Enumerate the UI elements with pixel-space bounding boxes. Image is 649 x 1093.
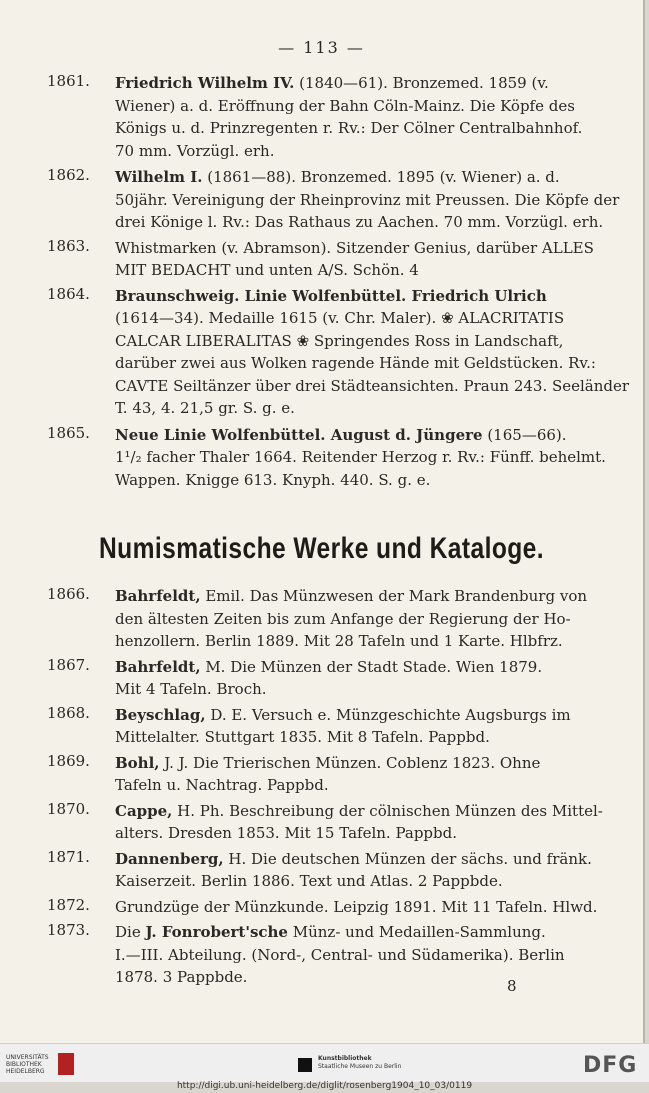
entry-line: T. 43, 4. 21,5 gr. S. g. e. (115, 399, 295, 417)
entry-line: Bohl, J. J. Die Trierischen Münzen. Coblenz 1823. Ohne (115, 753, 541, 772)
entry-line: Dannenberg, H. Die deutschen Münzen der sächs. und fränk. (115, 849, 592, 868)
entry-text (115, 848, 592, 893)
entry-line: Cappe, H. Ph. Beschreibung der cölnischen Münzen des Mittel- (115, 801, 603, 820)
entry-line: henzollern. Berlin 1889. Mit 28 Tafeln und 1 Karte. Hlbfrz. (115, 632, 563, 650)
signature-mark: 8 (507, 977, 517, 995)
entry-text (115, 896, 597, 919)
entry-number: 1864. (47, 284, 90, 303)
entry-text (115, 285, 629, 420)
entry-line: Wilhelm I. (1861—88). Bronzemed. 1895 (v. Wiener) a. d. (115, 168, 560, 186)
entry-line: alters. Dresden 1853. Mit 15 Tafeln. Pappbd. (115, 824, 457, 842)
entry-number: 1868. (47, 703, 90, 722)
source-url[interactable]: http://digi.ub.uni-heidelberg.de/diglit/rosenberg1904_10_03/0119 (176, 1081, 473, 1091)
entry-line: Wappen. Knigge 613. Knyph. 440. S. g. e. (115, 470, 431, 489)
entry-line: Königs u. d. Prinzregenten r. Rv.: Der Cölner Centralbahnhof. (115, 119, 583, 137)
entry-number: 1871. (47, 847, 90, 866)
entry-text (115, 424, 606, 492)
entry-line: 1¹/₂ facher Thaler 1664. Reitender Herzog r. Rv.: Fünff. behelmt. (115, 448, 606, 466)
page-number: — 113 — (278, 38, 365, 57)
entry-number: 1870. (47, 799, 90, 818)
footer-bar (0, 1043, 649, 1082)
entry-text (115, 166, 619, 234)
dfg-logo: DFG (583, 1053, 638, 1078)
entry-text (115, 585, 587, 653)
entry-line: MIT BEDACHT und unten A/S. Schön. 4 (115, 261, 419, 279)
entry-line: Kaiserzeit. Berlin 1886. Text und Atlas. 2 Pappbde. (115, 872, 503, 890)
kunstbibliothek-text: Kunstbibliothek Staatliche Museen zu Berlin (318, 1055, 402, 1070)
entry-number: 1865. (47, 423, 90, 442)
entry-line: Friedrich Wilhelm IV. (1840—61). Bronzemed. 1859 (v. (115, 74, 549, 92)
entry-line: Bahrfeldt, M. Die Münzen der Stadt Stade. Wien 1879. (115, 657, 543, 676)
entry-line: I.—III. Abteilung. (Nord-, Central- und Südamerika). Berlin (115, 945, 565, 964)
entry-line: darüber zwei aus Wolken ragende Hände mit Geldstücken. Rv.: (115, 354, 596, 372)
entry-line: drei Könige l. Rv.: Das Rathaus zu Aachen. 70 mm. Vorzügl. erh. (115, 213, 604, 231)
entry-text (115, 752, 540, 797)
entry-number: 1863. (47, 236, 90, 255)
entry-text (115, 237, 594, 282)
entry-line: Neue Linie Wolfenbüttel. August d. Jüngere (165—66). (115, 425, 567, 444)
entry-text (115, 72, 582, 162)
kunstbibliothek-logo-icon (298, 1058, 312, 1072)
entry-line: 1878. 3 Pappbde. (115, 968, 248, 986)
entry-number: 1872. (47, 895, 90, 914)
university-logo-icon (58, 1053, 74, 1075)
entry-line: Bahrfeldt, Emil. Das Münzwesen der Mark Brandenburg von (115, 587, 588, 605)
entry-line: Beyschlag, D. E. Versuch e. Münzgeschichte Augsburgs im (115, 705, 571, 724)
entry-number: 1862. (47, 166, 90, 184)
entry-number: 1866. (47, 585, 90, 603)
entry-line: (1614—34). Medaille 1615 (v. Chr. Maler). ❀ ALACRITATIS (115, 309, 565, 327)
entry-text (115, 921, 565, 989)
university-logo-text: UNIVERSITÄTS BIBLIOTHEK HEIDELBERG (6, 1054, 49, 1075)
entry-number: 1867. (47, 655, 90, 674)
entry-number: 1869. (47, 751, 90, 770)
entry-number: 1873. (47, 921, 90, 939)
section-title: Numismatische Werke und Kataloge. (98, 532, 545, 565)
entry-line: Die J. Fonrobert'sche Münz- und Medaillen-Sammlung. (115, 923, 546, 941)
entry-line: Wiener) a. d. Eröffnung der Bahn Cöln-Mainz. Die Köpfe des (115, 96, 575, 115)
entry-line: Mit 4 Tafeln. Broch. (115, 680, 267, 698)
entry-line: den ältesten Zeiten bis zum Anfange der Regierung der Ho- (115, 609, 571, 628)
entry-line: Grundzüge der Münzkunde. Leipzig 1891. Mit 11 Tafeln. Hlwd. (115, 897, 598, 916)
entry-text (115, 800, 603, 845)
entry-text (115, 656, 542, 701)
entry-number: 1861. (47, 72, 90, 90)
entry-line: Mittelalter. Stuttgart 1835. Mit 8 Tafeln. Pappbd. (115, 728, 490, 746)
entry-line: Tafeln u. Nachtrag. Pappbd. (115, 776, 329, 794)
entry-line: Braunschweig. Linie Wolfenbüttel. Friedrich Ulrich (115, 286, 547, 305)
entry-line: CALCAR LIBERALITAS ❀ Springendes Ross in Landschaft, (115, 331, 564, 350)
entry-line: CAVTE Seiltänzer über drei Städteansichten. Praun 243. Seeländer (115, 376, 630, 395)
entry-line: 70 mm. Vorzügl. erh. (115, 141, 275, 160)
entry-line: Whistmarken (v. Abramson). Sitzender Genius, darüber ALLES (115, 238, 594, 257)
entry-text (115, 704, 571, 749)
entry-line: 50jähr. Vereinigung der Rheinprovinz mit Preussen. Die Köpfe der (115, 190, 620, 209)
